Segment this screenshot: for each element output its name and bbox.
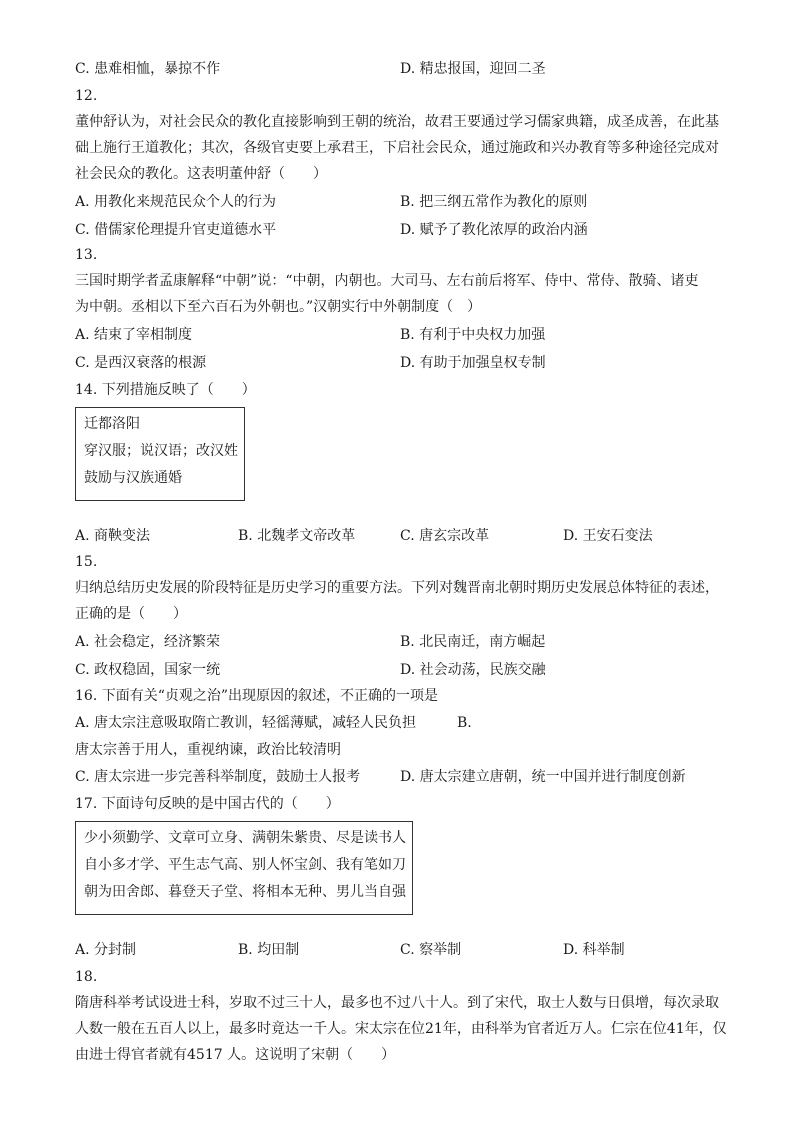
q17-stem: 17. 下面诗句反映的是中国古代的（ ）: [75, 796, 340, 812]
q17-poem-line-1: 少小须勤学、文章可立身、满朝朱紫贵、尽是读书人: [84, 830, 406, 846]
q14-stem: 14. 下列措施反映了（ ）: [75, 382, 256, 398]
q18-stem-line-1: 隋唐科举考试设进士科，岁取不过三十人，最多也不过八十人。到了宋代，取士人数与日俱增，每次录取: [75, 995, 719, 1011]
q16-stem: 16. 下面有关“贞观之治”出现原因的叙述，不正确的一项是: [75, 688, 439, 704]
q17-option-a: A. 分封制: [75, 942, 137, 958]
q12-stem-line-3: 社会民众的教化。这表明董仲舒（ ）: [75, 166, 327, 182]
q16-option-b-text: 唐太宗善于用人，重视纳谏，政治比较清明: [75, 742, 341, 758]
q14-option-a: A. 商鞅变法: [75, 528, 151, 544]
q18-number: 18.: [75, 969, 98, 985]
q17-option-d: D. 科举制: [563, 942, 625, 958]
q15-option-c: C. 政权稳固，国家一统: [75, 662, 221, 678]
q15-option-b: B. 北民南迁，南方崛起: [400, 634, 546, 650]
q17-option-b: B. 均田制: [238, 942, 300, 958]
q15-option-a: A. 社会稳定，经济繁荣: [75, 634, 221, 650]
q17-poem-box: [75, 821, 413, 915]
q13-stem-line-1: 三国时期学者孟康解释“中朝”说：“中朝，内朝也。大司马、左右前后将军、侍中、常侍、散骑、诸吏: [75, 273, 699, 289]
q13-option-c: C. 是西汉衰落的根源: [75, 355, 207, 371]
q18-stem-line-2: 人数一般在五百人以上，最多时竟达一千人。宋太宗在位21年，由科举为官者近万人。仁宗在位41年，仅: [75, 1021, 727, 1037]
q17-poem-line-2: 自小多才学、平生志气高、别人怀宝剑、我有笔如刀: [84, 857, 406, 873]
q15-stem-line-2: 正确的是（ ）: [75, 606, 187, 622]
q13-option-b: B. 有利于中央权力加强: [400, 327, 546, 343]
q13-number: 13.: [75, 247, 98, 263]
q18-stem-line-3: 由进士得官者就有4517 人。这说明了宋朝（ ）: [75, 1047, 396, 1063]
q13-stem-line-2: 为中朝。丞相以下至六百石为外朝也。”汉朝实行中外朝制度（ ）: [75, 299, 482, 315]
q15-number: 15.: [75, 554, 98, 570]
q15-stem-line-1: 归纳总结历史发展的阶段特征是历史学习的重要方法。下列对魏晋南北朝时期历史发展总体特征的表述，: [75, 580, 719, 596]
q13-option-d: D. 有助于加强皇权专制: [400, 355, 546, 371]
q14-measures-box: [75, 407, 245, 501]
q11-option-d: D. 精忠报国，迎回二圣: [400, 61, 546, 77]
q14-box-line-3: 鼓励与汉族通婚: [84, 470, 182, 486]
q16-option-a: A. 唐太宗注意吸取隋亡教训，轻徭薄赋，减轻人民负担: [75, 715, 417, 731]
q12-option-b: B. 把三纲五常作为教化的原则: [400, 194, 588, 210]
q14-box-line-2: 穿汉服；说汉语；改汉姓: [84, 443, 238, 459]
q14-option-c: C. 唐玄宗改革: [400, 528, 490, 544]
q16-option-c: C. 唐太宗进一步完善科举制度，鼓励士人报考: [75, 769, 361, 785]
q17-option-c: C. 察举制: [400, 942, 462, 958]
q12-stem-line-1: 董仲舒认为，对社会民众的教化直接影响到王朝的统治，故君王要通过学习儒家典籍，成圣成善，在此基: [75, 114, 719, 130]
q15-option-d: D. 社会动荡，民族交融: [400, 662, 546, 678]
q12-option-c: C. 借儒家伦理提升官吏道德水平: [75, 222, 277, 238]
q12-stem-line-2: 础上施行王道教化；其次，各级官吏要上承君王，下启社会民众，通过施政和兴办教育等多种途径完成对: [75, 140, 719, 156]
q16-option-b-letter: B.: [457, 715, 472, 731]
q16-option-d: D. 唐太宗建立唐朝，统一中国并进行制度创新: [400, 769, 686, 785]
q12-option-a: A. 用教化来规范民众个人的行为: [75, 194, 277, 210]
q14-option-d: D. 王安石变法: [563, 528, 653, 544]
q12-number: 12.: [75, 88, 98, 104]
q13-option-a: A. 结束了宰相制度: [75, 327, 193, 343]
q14-box-line-1: 迁都洛阳: [84, 416, 140, 432]
q17-poem-line-3: 朝为田舍郎、暮登天子堂、将相本无种、男儿当自强: [84, 884, 406, 900]
q12-option-d: D. 赋予了教化浓厚的政治内涵: [400, 222, 588, 238]
q11-option-c: C. 患难相恤，暴掠不作: [75, 61, 221, 77]
q14-option-b: B. 北魏孝文帝改革: [238, 528, 356, 544]
